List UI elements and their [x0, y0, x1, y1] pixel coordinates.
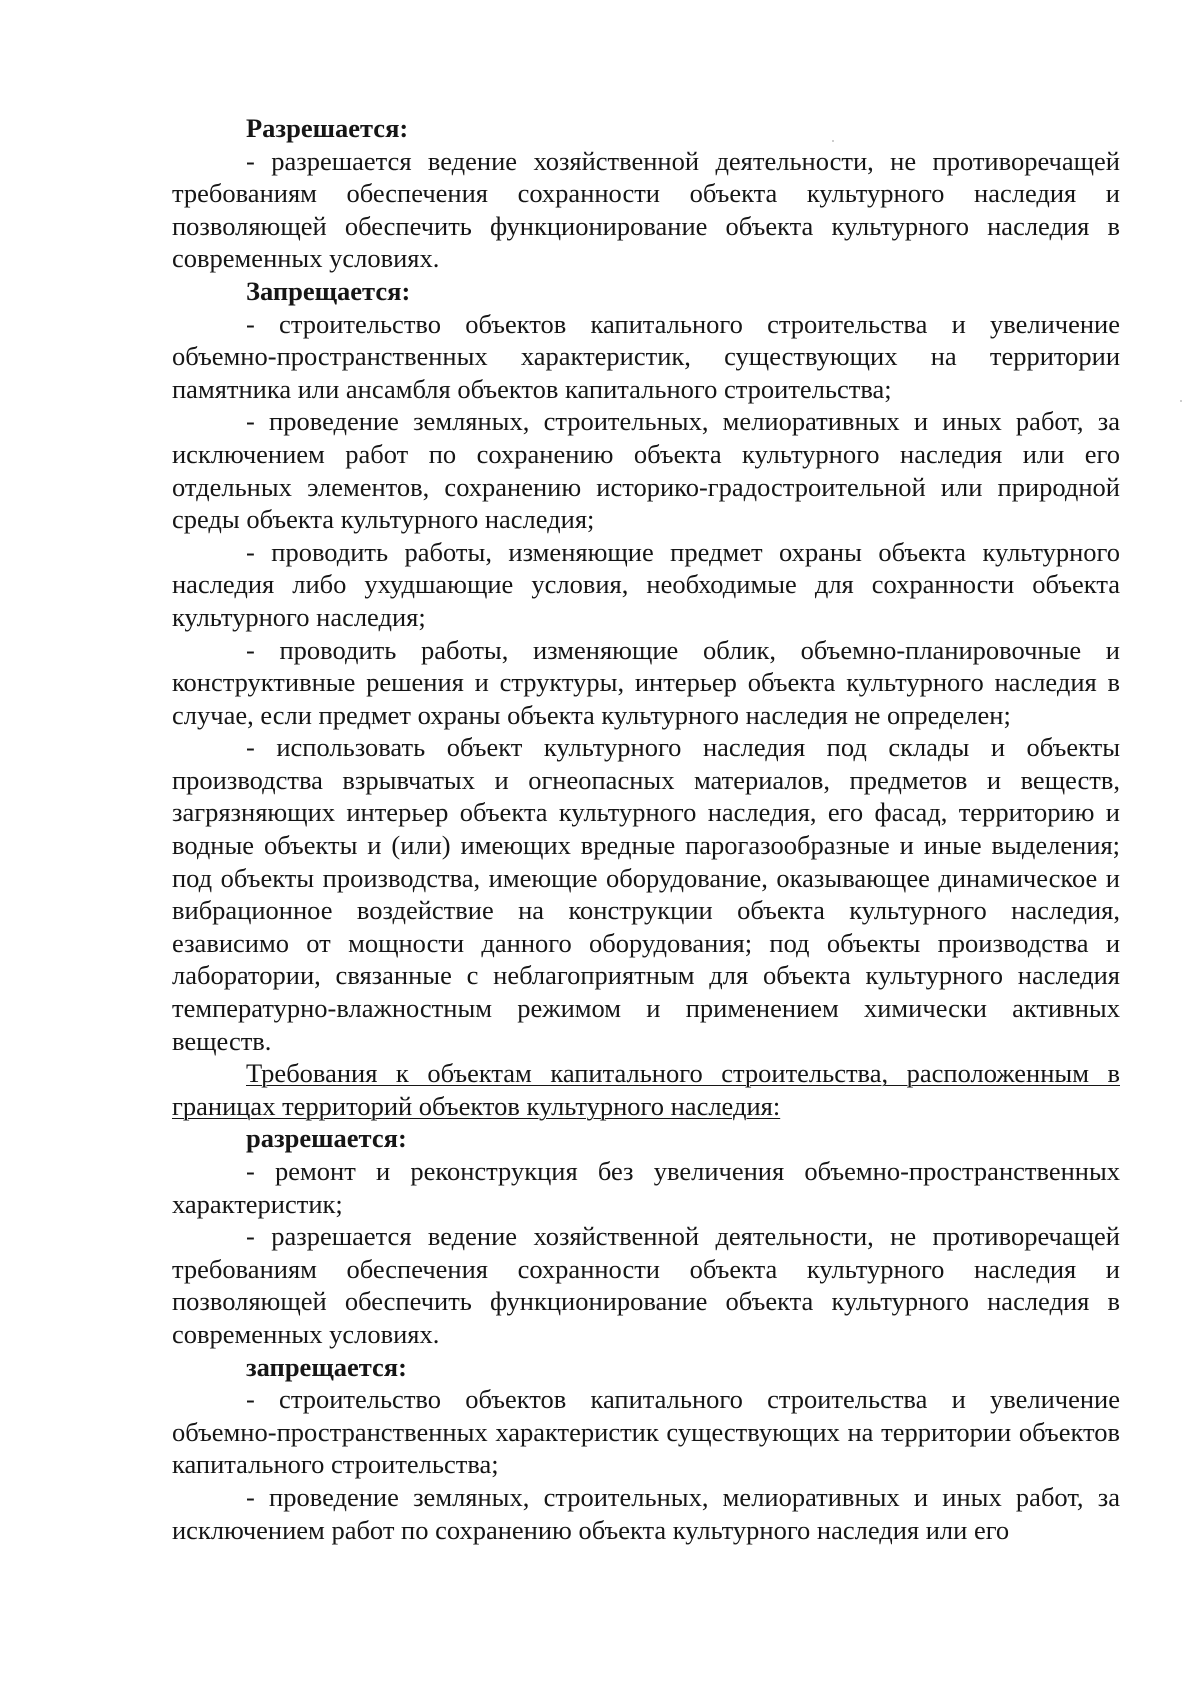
- document-page: [172, 112, 1120, 1546]
- paragraph: - проведение земляных, строительных, мелиоративных и иных работ, за исключением работ по сохранению объекта культурного наследия или его: [172, 1481, 1120, 1545]
- requirements-title-text: Требования к объектам капитального строительства, расположенным в границах территорий объектов культурного наследия:: [172, 1058, 1120, 1121]
- section-heading-allowed-lower: разрешается:: [246, 1123, 407, 1154]
- paragraph: - использовать объект культурного наследия под склады и объекты производства взрывчатых и огнеопасных материалов, предметов и веществ, загрязняющих интерьер объекта культурного наследия, его фасад, территорию и водные объекты и (или) имеющих вредные парогазообразные и иные выделения; под объекты производства, имеющие оборудование, оказывающее динамическое и вибрационное воздействие на конструкции объекта культурного наследия, езависимо от мощности данного оборудования; под объекты производства и лаборатории, связанные с неблагоприятным для объекта культурного наследия температурно-влажностным режимом и применением химически активных веществ.: [172, 732, 1120, 1056]
- requirements-title: [172, 1057, 1120, 1122]
- paragraph: - строительство объектов капитального строительства и увеличение объемно-пространственных характеристик существующих на территории объектов капитального строительства;: [172, 1384, 1120, 1480]
- scan-speck: [1180, 400, 1182, 402]
- section-heading-allowed: Разрешается:: [246, 113, 409, 143]
- paragraph: - ремонт и реконструкция без увеличения объемно-пространственных характеристик;: [172, 1156, 1120, 1219]
- paragraph: - проводить работы, изменяющие предмет охраны объекта культурного наследия либо ухудшающие условия, необходимые для сохранности объекта культурного наследия;: [172, 536, 1120, 632]
- paragraph: - разрешается ведение хозяйственной деятельности, не противоречащей требованиям обеспечения сохранности объекта культурного наследия и позволяющей обеспечить функционирование объекта культурного наследия в современных условиях.: [172, 1221, 1120, 1349]
- paragraph: - строительство объектов капитального строительства и увеличение объемно-пространственных характеристик, существующих на территории памятника или ансамбля объектов капитального строительства;: [172, 308, 1120, 404]
- paragraph: - проведение земляных, строительных, мелиоративных и иных работ, за исключением работ по сохранению объекта культурного наследия или его отдельных элементов, сохранению историко-градостроительной или природной среды объекта культурного наследия;: [172, 406, 1120, 535]
- section-heading-prohibited-lower: запрещается:: [246, 1351, 407, 1382]
- paragraph: - проводить работы, изменяющие облик, объемно-планировочные и конструктивные решения и структуры, интерьер объекта культурного наследия в случае, если предмет охраны объекта культурного наследия не определен;: [172, 634, 1120, 730]
- paragraph: - разрешается ведение хозяйственной деятельности, не противоречащей требованиям обеспечения сохранности объекта культурного наследия и позволяющей обеспечить функционирование объекта культурного наследия в современных условиях.: [172, 145, 1120, 274]
- section-heading-prohibited: Запрещается:: [246, 275, 411, 306]
